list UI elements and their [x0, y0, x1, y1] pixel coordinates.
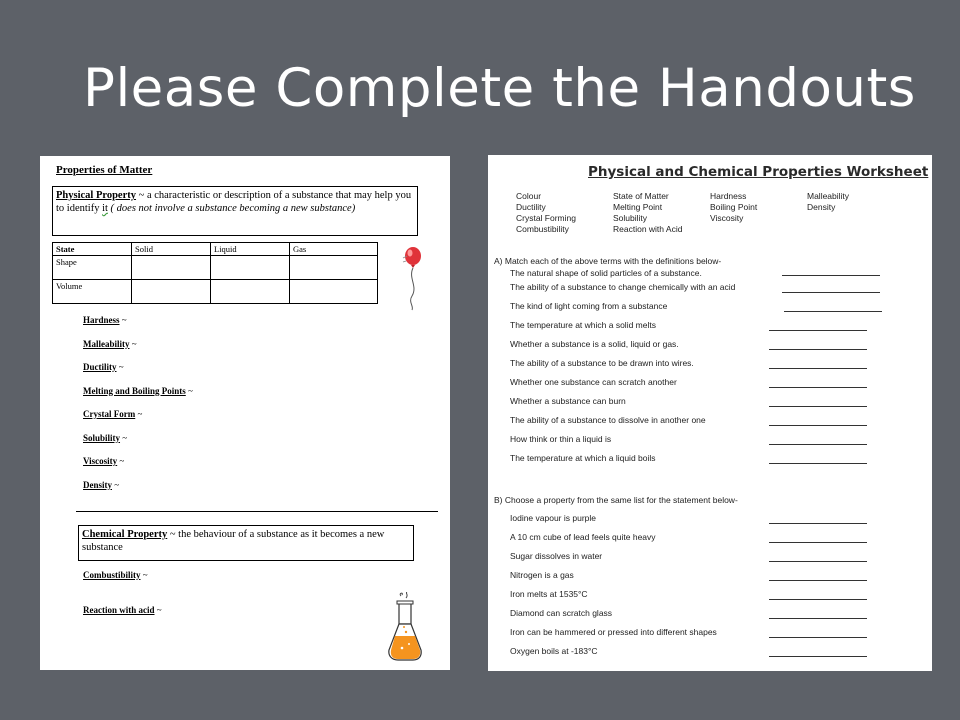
term: Crystal Forming [516, 213, 576, 223]
answer-line[interactable] [782, 292, 880, 293]
list-item: Hardness ~ [83, 315, 127, 325]
section-b-heading: B) Choose a property from the same list for the statement below- [494, 495, 738, 505]
answer-line[interactable] [769, 561, 867, 562]
slide-title: Please Complete the Handouts [83, 58, 916, 119]
balloon-icon [400, 244, 430, 312]
term: Viscosity [710, 213, 744, 223]
answer-line[interactable] [769, 368, 867, 369]
answer-line[interactable] [782, 275, 880, 276]
table-cell [132, 256, 211, 280]
worksheet-title: Physical and Chemical Properties Worksheet [588, 164, 929, 180]
list-item: Combustibility ~ [83, 570, 148, 580]
list-item: Density ~ [83, 479, 120, 490]
term [710, 224, 807, 234]
table-row-label: Volume [53, 280, 132, 304]
physical-properties-list [83, 314, 323, 502]
question-row: The ability of a substance to change chemically with an acid [494, 281, 924, 300]
question-row: Sugar dissolves in water [494, 550, 924, 569]
term: Hardness [710, 191, 747, 201]
answer-line[interactable] [769, 425, 867, 426]
list-item: Crystal Form ~ [83, 409, 143, 419]
answer-line[interactable] [769, 330, 867, 331]
physical-property-text: ~ a characteristic or description of a substance that may help you to identify [56, 190, 412, 214]
question-row: A 10 cm cube of lead feels quite heavy [494, 531, 924, 550]
question-row: The ability of a substance to be drawn into wires. [494, 357, 924, 376]
answer-line[interactable] [769, 599, 867, 600]
term [807, 213, 897, 223]
chemical-property-text: ~ the behaviour of a substance as it becomes a new substance [82, 529, 385, 553]
term: Malleability [807, 191, 850, 201]
answer-line[interactable] [769, 387, 867, 388]
term: Reaction with Acid [613, 224, 683, 234]
question-row: How think or thin a liquid is [494, 433, 924, 452]
term: Melting Point [613, 202, 663, 212]
table-cell [132, 280, 211, 304]
list-item: Ductility ~ [83, 362, 124, 372]
question-row: Iron can be hammered or pressed into different shapes [494, 626, 924, 645]
question-row: Oxygen boils at -183°C [494, 645, 924, 664]
section-a [494, 255, 924, 471]
table-cell [290, 256, 378, 280]
chemical-property-term: Chemical Property [82, 529, 168, 540]
section-b [494, 494, 924, 664]
answer-line[interactable] [769, 580, 867, 581]
term: Solubility [613, 213, 648, 223]
question-row: The temperature at which a solid melts [494, 319, 924, 338]
physical-property-term: Physical Property [56, 190, 137, 201]
question-row: The natural shape of solid particles of a substance. [494, 267, 924, 281]
section-a-heading: A) Match each of the above terms with the definitions below- [494, 256, 722, 266]
answer-line[interactable] [769, 444, 867, 445]
question-row: Whether one substance can scratch another [494, 376, 924, 395]
list-item: Reaction with acid ~ [83, 605, 162, 615]
question-row: Diamond can scratch glass [494, 607, 924, 626]
term: State of Matter [613, 191, 669, 201]
properties-worksheet [488, 155, 932, 671]
list-item: Viscosity ~ [83, 456, 125, 466]
chemical-property-definition [78, 525, 414, 561]
table-header: Liquid [211, 243, 290, 256]
physical-property-note: ( does not involve a substance becoming a new substance) [107, 203, 356, 214]
table-cell [211, 280, 290, 304]
table-cell [290, 280, 378, 304]
question-row: Iron melts at 1535°C [494, 588, 924, 607]
table-header: Gas [290, 243, 378, 256]
term: Colour [516, 191, 542, 201]
table-cell [211, 256, 290, 280]
it-word: it [102, 203, 108, 214]
question-row: Whether a substance is a solid, liquid or gas. [494, 338, 924, 357]
chemical-properties-list [83, 569, 162, 616]
question-row: The temperature at which a liquid boils [494, 452, 924, 471]
flask-icon [386, 592, 426, 664]
term [807, 224, 897, 234]
handout-heading: Properties of Matter [56, 164, 153, 176]
question-row: Nitrogen is a gas [494, 569, 924, 588]
term: Ductility [516, 202, 546, 212]
question-row: The kind of light coming from a substance [494, 300, 924, 319]
section-divider [76, 511, 438, 512]
answer-line[interactable] [769, 406, 867, 407]
term: Combustibility [516, 224, 569, 234]
list-item: Solubility ~ [83, 432, 128, 443]
properties-of-matter-handout [40, 156, 450, 670]
table-row-label: Shape [53, 256, 132, 280]
list-item: Melting and Boiling Points ~ [83, 385, 193, 396]
term-list [516, 191, 897, 234]
table-header: State [53, 243, 132, 256]
answer-line[interactable] [784, 311, 882, 312]
answer-line[interactable] [769, 637, 867, 638]
list-item: Malleability ~ [83, 338, 137, 349]
answer-line[interactable] [769, 349, 867, 350]
physical-property-definition [52, 186, 418, 236]
answer-line[interactable] [769, 463, 867, 464]
answer-line[interactable] [769, 542, 867, 543]
answer-line[interactable] [769, 523, 867, 524]
question-row: Iodine vapour is purple [494, 512, 924, 531]
term: Boiling Point [710, 202, 758, 212]
states-table [52, 242, 378, 304]
term: Density [807, 202, 836, 212]
answer-line[interactable] [769, 656, 867, 657]
answer-line[interactable] [769, 618, 867, 619]
question-row: The ability of a substance to dissolve in another one [494, 414, 924, 433]
question-row: Whether a substance can burn [494, 395, 924, 414]
table-header: Solid [132, 243, 211, 256]
